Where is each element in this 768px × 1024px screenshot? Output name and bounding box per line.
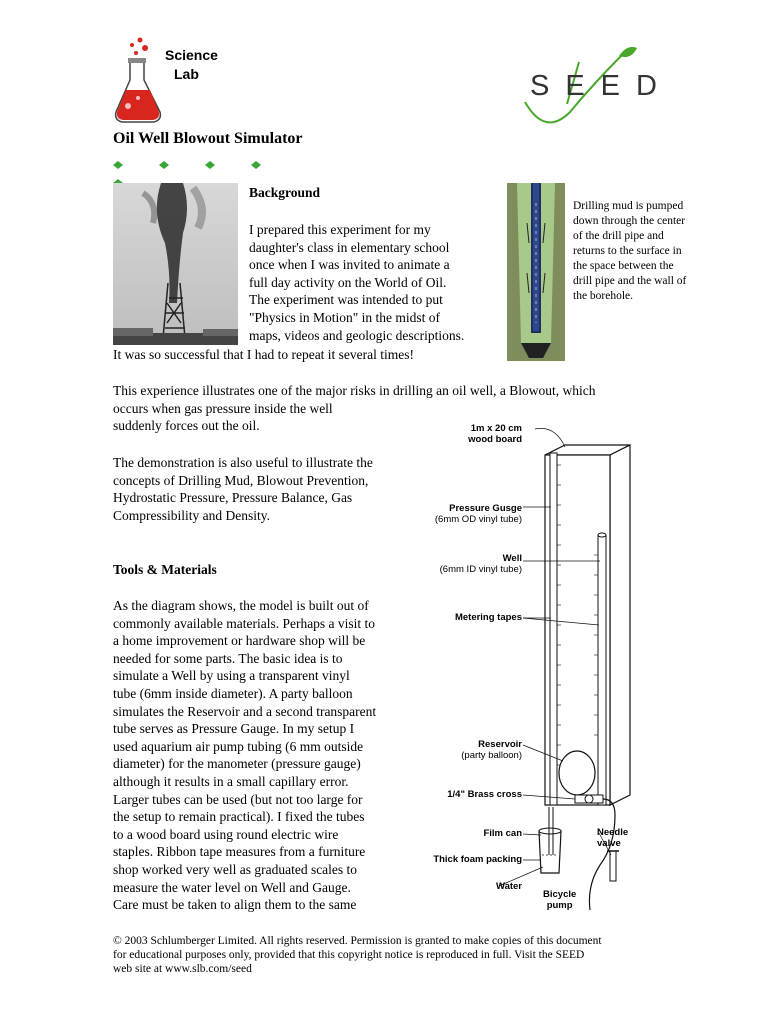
text-line: The demonstration is also useful to illustrate the <box>113 455 373 470</box>
label-needle-valve <box>597 827 628 849</box>
caption-line: of the drill pipe and <box>573 230 664 242</box>
text-line: diameter) for the manometer (pressure gauge) <box>113 756 361 772</box>
logo-text-lab: Lab <box>174 66 199 82</box>
page-title: Oil Well Blowout Simulator <box>113 130 303 147</box>
science-lab-logo <box>112 36 232 128</box>
text-line: a home improvement or hardware shop will be <box>113 633 366 649</box>
label-reservoir-line2: (party balloon) <box>461 750 522 761</box>
seed-wordmark: SEED <box>530 70 673 102</box>
label-board-line2: wood board <box>468 434 522 445</box>
label-brass-cross <box>447 789 522 800</box>
text-line: daughter's class in elementary school <box>249 239 450 255</box>
label-board <box>468 423 522 445</box>
diamond-bullet-icon <box>205 161 215 169</box>
diamond-bullet-icon <box>251 161 261 169</box>
text-line: "Physics in Motion" in the midst of <box>249 309 441 325</box>
text-line: needed for some parts. The basic idea is to <box>113 650 343 666</box>
text-line: Care must be taken to align them to the same <box>113 897 357 913</box>
blowout-photo <box>113 183 238 345</box>
logo-text-science: Science <box>165 47 218 63</box>
text-line: measure the water level on Well and Gauge. <box>113 879 351 895</box>
text-line: It was so successful that I had to repeat it several times! <box>113 347 415 362</box>
label-water-text: Water <box>495 881 522 892</box>
text-line: once when I was invited to animate a <box>249 257 450 273</box>
borehole-caption <box>573 199 713 304</box>
text-line: commonly available materials. Perhaps a visit to <box>113 615 376 631</box>
label-metering-tapes <box>455 612 522 623</box>
text-line: although it results in a small capillary error. <box>113 773 349 789</box>
tools-paragraph <box>113 597 413 914</box>
background-heading: Background <box>249 185 321 200</box>
label-cross-text: 1/4" Brass cross <box>447 789 522 800</box>
text-line: tube serves as Pressure Gauge. In my setup I <box>113 721 355 737</box>
label-gauge-line2: (6mm OD vinyl tube) <box>434 514 522 525</box>
caption-line: down through the center <box>573 215 686 227</box>
label-film-can <box>483 828 522 839</box>
background-intro <box>249 221 494 344</box>
text-line: maps, videos and geologic descriptions. <box>249 327 465 343</box>
copyright-footer <box>113 934 673 976</box>
text-line: This experience illustrates one of the major risks in drilling an oil well, a Blowout, which <box>113 383 596 398</box>
text-line: occurs when gas pressure inside the well <box>113 400 333 416</box>
text-line: Compressibility and Density. <box>113 507 270 523</box>
text-line: suddenly forces out the oil. <box>113 418 260 434</box>
label-bicycle-pump <box>543 889 576 911</box>
text-line: The experiment was intended to put <box>249 292 443 308</box>
text-line: Larger tubes can be used (but not too large for <box>113 791 363 807</box>
label-foam-text: Thick foam packing <box>433 854 522 865</box>
demonstration-paragraph <box>113 454 413 524</box>
label-foam-packing <box>433 854 522 865</box>
text-line: concepts of Drilling Mud, Blowout Prevention, <box>113 472 369 488</box>
footer-line: web site at www.slb.com/seed <box>113 963 252 975</box>
seed-logo <box>515 42 673 132</box>
label-pressure-gauge <box>435 503 522 525</box>
text-line: full day activity on the World of Oil. <box>249 274 447 290</box>
text-line: shop worked very well as graduated scales to <box>113 861 358 877</box>
label-needle-line1: Needle <box>597 827 629 838</box>
label-needle-line2: valve <box>597 838 621 849</box>
label-tapes-text: Metering tapes <box>454 612 522 623</box>
caption-line: returns to the surface in <box>573 245 682 257</box>
diamond-bullet-icon <box>159 161 169 169</box>
flask-icon <box>112 36 164 128</box>
label-pump-line1: Bicycle <box>543 889 577 900</box>
text-line: the setup to remain practical). I fixed the tubes <box>113 809 365 825</box>
text-line: I prepared this experiment for my <box>249 222 431 237</box>
label-reservoir <box>461 739 522 761</box>
apparatus-diagram <box>415 415 650 915</box>
caption-line: drill pipe and the wall of <box>573 275 687 287</box>
footer-line: © 2003 Schlumberger Limited. All rights reserved. Permission is granted to make copies of this document <box>113 935 602 947</box>
caption-line: the space between the <box>573 260 674 272</box>
label-board-line1: 1m x 20 cm <box>470 423 522 434</box>
label-reservoir-line1: Reservoir <box>478 739 522 750</box>
label-well <box>440 553 522 575</box>
label-well-line1: Well <box>502 553 522 564</box>
label-pump-line2: pump <box>546 900 573 911</box>
text-line: to a wood board using round electric wire <box>113 826 339 842</box>
text-line: tube (6mm inside diameter). A party balloon <box>113 685 353 701</box>
text-line: Hydrostatic Pressure, Pressure Balance, Gas <box>113 490 353 506</box>
label-water <box>496 881 522 892</box>
footer-line: for educational purposes only, provided that this copyright notice is reproduced in full. Visit the SEED <box>113 949 585 961</box>
diamond-bullet-icon <box>113 161 123 169</box>
bullet-row <box>113 156 333 166</box>
text-line: As the diagram shows, the model is built out of <box>113 598 369 613</box>
text-line: simulates the Reservoir and a second transparent <box>113 703 377 719</box>
text-line: staples. Ribbon tape measures from a furniture <box>113 844 366 860</box>
label-film-text: Film can <box>483 828 522 839</box>
caption-line: Drilling mud is pumped <box>573 200 684 212</box>
label-well-line2: (6mm ID vinyl tube) <box>439 564 522 575</box>
tools-heading: Tools & Materials <box>113 562 217 577</box>
text-line: simulate a Well by using a transparent vinyl <box>113 668 350 684</box>
caption-line: the borehole. <box>573 290 634 302</box>
text-line: used aquarium air pump tubing (6 mm outside <box>113 738 364 754</box>
borehole-diagram <box>507 183 565 361</box>
label-gauge-line1: Pressure Gusge <box>449 503 522 514</box>
